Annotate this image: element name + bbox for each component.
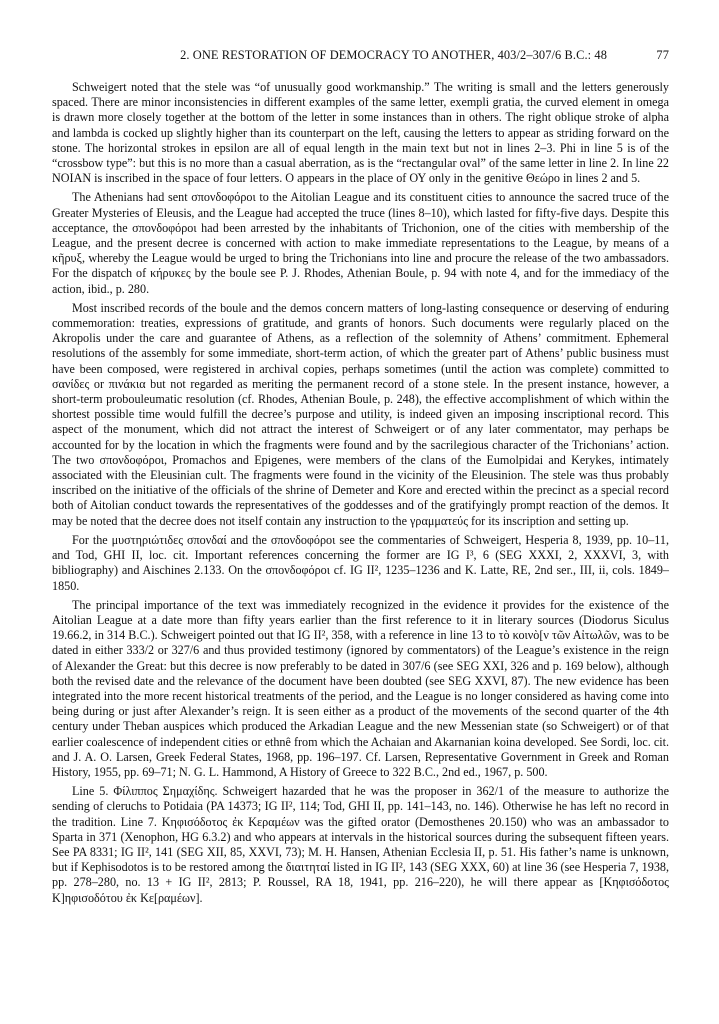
paragraph-inscribed-records: Most inscribed records of the boule and the demos concern matters of long-lasting consequence or deserving of enduring commemoration: treaties, expressions of gratitude, and grants of honors. Such documents were regularly placed on the Akropolis under the care and guarantee of Athens, as a reflection of the solemnity of Athens’ commitment. Ephemeral resolutions of the assembly for some immediate, short-term action, of which the greater part of Athens’ public business must have been composed, were registered in archival copies, perhaps sometimes (until the action was complete) committed to σανίδες or πινάκια but not regarded as meriting the permanent record of a stone stele. In the present instance, however, a short-term probouleumatic resolution (cf. Rhodes, Athenian Boule, p. 248), the effective accomplishment of which within the shortest possible time would fulfill the decree’s purpose and utility, is indeed given an imposing inscriptional record. This aspect of the monument, which did not attract the interest of Schweigert or of any later commentator, may perhaps be accounted for by the location in which the fragments were found and by the sacrilegious character of the Trichonians’ action. The two σπονδοφόροι, Promachos and Epigenes, were members of the clans of the Eumolpidai and Kerykes, intimately associated with the Eleusinian cult. The fragments were found in the vicinity of the Eleusinion. The stele was thus probably inscribed on the initiative of the officials of the shrine of Demeter and Kore and erected within the precinct as a special record both of Aitolian conduct towards the representatives of the goddesses and of the gratifyingly prompt reaction of the demos. It may be noted that the decree does not itself contain any instruction to the γραμματεύς for its inscription and setting up. — [52, 300, 669, 528]
body-text — [52, 80, 669, 906]
running-head: 2. ONE RESTORATION OF DEMOCRACY TO ANOTHER, 403/2–307/6 B.C.: 48 — [180, 48, 607, 62]
page-number: 77 — [656, 48, 669, 62]
paragraph-letterforms: Schweigert noted that the stele was “of unusually good workmanship.” The writing is small and the letters generously spaced. There are minor inconsistencies in different examples of the same letter, exempli gratia, the curved element in omega is drawn more closely together at the bottom of the letter in some instances than in others. The right oblique stroke of alpha and lambda is cocked up slightly higher than its counterpart on the left, causing the letters to appear as striding forward on the stone. The horizontal strokes in epsilon are all of equal length in the main text but not in lines 2–3. Phi in line 5 is of the “crossbow type”: but this is no more than a casual aberration, as is the “rectangular oval” of the same letter in line 2. In line 22 NOIAN is inscribed in the space of four letters. Ο appears in the place of ΟΥ only in the genitive Θεώρο in lines 2 and 5. — [52, 80, 669, 186]
paragraph-spondophoroi: The Athenians had sent σπονδοφόροι to the Aitolian League and its constituent cities to announce the sacred truce of the Greater Mysteries of Eleusis, and the League had accepted the truce (lines 8–10), which lasted for fifty-five days. Despite this acceptance, the σπονδοφόροι had been arrested by the inhabitants of Trichonion, one of the cities with membership of the League, and the present decree is concerned with action to make immediate representations to the League, by means of a κῆρυξ, whereby the League would be urged to bring the Trichonians into line and procure the release of the two ambassadors. For the dispatch of κήρυκες by the boule see P. J. Rhodes, Athenian Boule, p. 94 with note 4, and for the immediacy of the action, ibid., p. 280. — [52, 190, 669, 296]
paragraph-line-notes: Line 5. Φίλιππος Σημαχίδης. Schweigert hazarded that he was the proposer in 362/1 of the measure to authorize the sending of cleruchs to Potidaia (PA 14373; IG II², 114; Tod, GHI II, pp. 141–143, no. 146). Otherwise he has left no record in the tradition. Line 7. Κηφισόδοτος ἐκ Κεραμέων was the gifted orator (Demosthenes 20.150) who was an ambassador to Sparta in 371 (Xenophon, HG 6.3.2) and who appears at intervals in the historical sources during the subsequent fifteen years. See PA 8331; IG II², 141 (SEG XII, 85, XXVI, 73); M. H. Hansen, Athenian Ecclesia II, p. 51. His father’s name is unknown, but if Kephisodotos is to be restored among the διαιτηταί listed in IG II², 143 (SEG XXX, 60) at line 36 (see Hesperia 7, 1938, pp. 278–280, no. 13 + IG II², 2813; P. Roussel, RA 18, 1941, pp. 216–220), he will there appear as [Κηφισόδοτος Κ]ηφισοδότου ἐκ Κε[ραμέων]. — [52, 784, 669, 905]
paragraph-aitolian-league: The principal importance of the text was immediately recognized in the evidence it provides for the existence of the Aitolian League at a date more than fifty years earlier than the first reference to it in literary sources (Diodorus Siculus 19.66.2, in 314 B.C.). Schweigert pointed out that IG II², 358, with a reference in line 13 to τὸ κοινὸ[ν τῶν Αἰτωλῶν, was to be dated in either 333/2 or 327/6 and thus provided testimony (ignored by commentators) of the League’s existence in the reign of Alexander the Great: but this decree is now preferably to be dated in 307/6 (see SEG XXI, 326 and p. 169 below), although both the revised date and the relevance of the document have been doubted (see SEG XXVI, 87). The new evidence has been integrated into the more recent historical treatments of the period, and the League is no longer considered as having come into being during or just after Alexander’s reign. It is seen either as a product of the movements of the second quarter of the 4th century under Theban auspices which produced the Arkadian League and the new Messenian state (so Schweigert) or of that earlier coalescence of independent cities or ethnê from which the Achaian and Akarnanian koina developed. See Sordi, loc. cit. and J. A. O. Larsen, Greek Federal States, 1968, pp. 196–197. Cf. Larsen, Representative Government in Greek and Roman History, 1955, pp. 69–71; N. G. L. Hammond, A History of Greece to 322 B.C., 2nd ed., 1967, p. 500. — [52, 597, 669, 779]
paragraph-references: For the μυστηριώτιδες σπονδαί and the σπονδοφόροι see the commentaries of Schweigert, Hesperia 8, 1939, pp. 10–11, and Tod, GHI II, loc. cit. Important references concerning the former are IG I³, 6 (SEG XXXI, 2, XXXVI, 3, with bibliography) and Aischines 2.133. On the σπονδοφόροι cf. IG II², 1235–1236 and K. Latte, RE, 2nd ser., III, ii, cols. 1849–1850. — [52, 532, 669, 593]
page-header — [52, 48, 669, 66]
